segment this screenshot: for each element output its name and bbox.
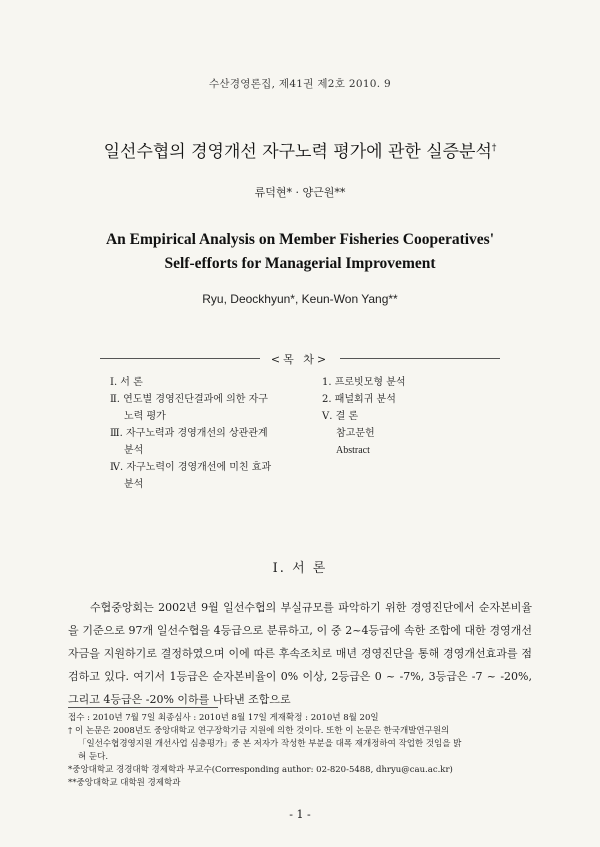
footnote-dagger-2: 「일선수협경영지원 개선사업 심층평가」중 본 저자가 작성한 부분을 대폭 재개정하여 작업한 것임을 밝: [78, 739, 462, 749]
toc-heading: <목 차>: [270, 353, 330, 366]
title-en-line-2: Self-efforts for Managerial Improvement: [164, 255, 436, 272]
footnote-dagger-3: 혀 둔다.: [78, 752, 109, 762]
footnote-dagger-1: † 이 논문은 2008년도 중앙대학교 연구장학기금 지원에 의한 것이다. 또한 이 논문은 한국개발연구원의: [68, 726, 450, 736]
title-en-line-1: An Empirical Analysis on Member Fisheries Cooperatives': [105, 231, 495, 248]
footnote-rule: [68, 707, 218, 708]
title-dagger-mark: †: [491, 143, 497, 154]
footnote-author-1: *중앙대학교 경경대학 경제학과 부교수(Corresponding author: 02-820-5488, dhryu@cau.ac.kr): [68, 765, 453, 775]
page-number: - 1 -: [289, 808, 311, 821]
footnote-author-2: **중앙대학교 대학원 경제학과: [68, 778, 181, 788]
toc-item: Ⅳ. 자구노력이 경영개선에 미친 효과: [110, 462, 272, 473]
title-kr-text: 일선수협의 경영개선 자구노력 평가에 관한 실증분석: [103, 142, 492, 162]
toc-item: Ⅰ. 서 론: [110, 377, 143, 388]
footnote-dates: 접수 : 2010년 7월 7일 최종심사 : 2010년 8월 17일 게재확정 : 2010년 8월 20일: [68, 713, 379, 723]
table-of-contents: [100, 353, 500, 498]
toc-item: 1. 프로빗모형 분석: [322, 377, 406, 388]
toc-item: Abstract: [336, 445, 370, 456]
toc-item: Ⅴ. 결 론: [322, 411, 359, 422]
paper-title-english: [40, 228, 560, 276]
toc-left-column: [110, 374, 310, 493]
toc-item: 참고문헌: [336, 428, 375, 439]
toc-item: 노력 평가: [124, 411, 166, 422]
authors-korean: 류덕현* · 양근원**: [254, 186, 346, 199]
toc-item: Ⅱ. 연도별 경영진단결과에 의한 자구: [110, 394, 268, 405]
authors-english: Ryu, Deockhyun*, Keun-Won Yang**: [202, 292, 398, 306]
toc-item: Ⅲ. 자구노력과 경영개선의 상관관계: [110, 428, 268, 439]
toc-item: 분석: [124, 479, 144, 490]
toc-right-column: [322, 374, 502, 459]
footnotes: [68, 712, 538, 790]
journal-header: 수산경영론집, 제41권 제2호 2010. 9: [208, 78, 392, 90]
section-heading-introduction: Ⅰ. 서 론: [272, 561, 328, 576]
paper-title-korean: [0, 137, 600, 162]
body-text: [68, 596, 532, 711]
toc-item: 분석: [124, 445, 144, 456]
toc-item: 2. 패널회귀 분석: [322, 394, 396, 405]
body-paragraph: 수협중앙회는 2002년 9월 일선수협의 부실규모를 파악하기 위한 경영진단에서 순자본비율을 기준으로 97개 일선수협을 4등급으로 분류하고, 이 중 2~4등급에 속한 조합에 대한 경영개선자금을 지원하기로 결정하였으며 이에 따른 후속조치로 매년 경영진단을 통해 경영개선효과를 점검하고 있다. 여기서 1등급은 순자본비율이 0% 이상, 2등급은 0 ~ -7%, 3등급은 -7 ~ -20%, 그리고 4등급은 -20% 이하를 나타낸 조합으로: [68, 601, 532, 706]
